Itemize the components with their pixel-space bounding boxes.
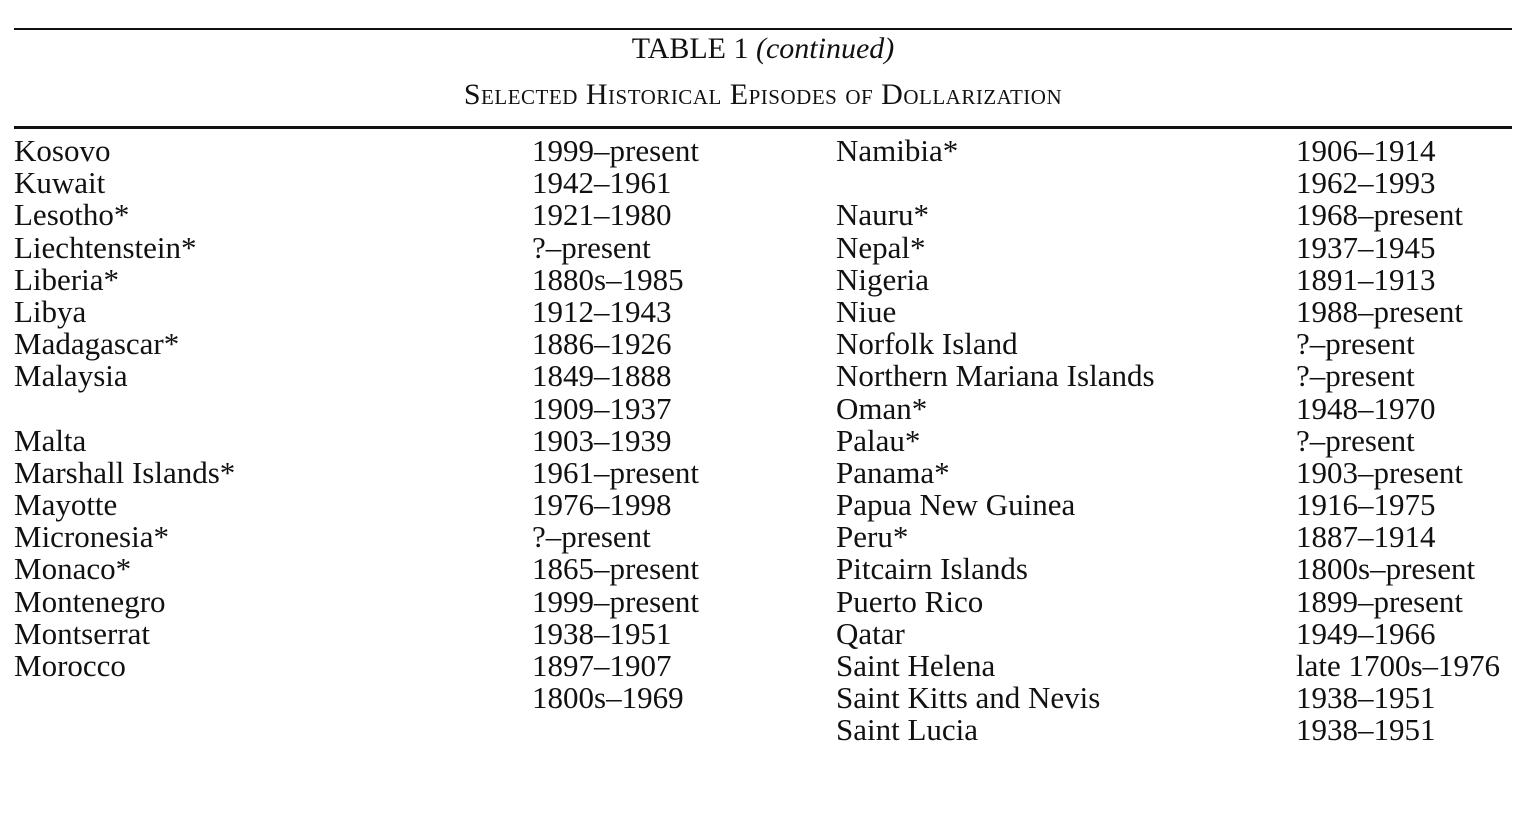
left-period-column	[532, 135, 699, 714]
country-cell: Panama*	[836, 454, 950, 490]
country-cell: Monaco*	[14, 551, 132, 587]
period-cell: 1999–present	[532, 583, 700, 619]
right-period-column	[1296, 135, 1500, 747]
country-cell: Saint Kitts and Nevis	[836, 680, 1101, 716]
period-cell: 1909–1937	[532, 390, 672, 426]
period-cell: 1800s–present	[1296, 551, 1476, 587]
period-cell: 1897–1907	[532, 648, 672, 683]
country-cell: Palau*	[836, 422, 921, 458]
period-cell: 1949–1966	[1296, 615, 1436, 651]
period-cell: 1903–1939	[532, 422, 672, 458]
period-cell: 1976–1998	[532, 487, 672, 523]
period-cell: 1938–1951	[1296, 712, 1436, 748]
country-cell	[14, 682, 235, 714]
period-cell: 1903–present	[1296, 454, 1464, 490]
table-title	[14, 34, 1512, 64]
period-cell: 1912–1943	[532, 293, 672, 329]
country-cell: Micronesia*	[14, 519, 169, 555]
period-cell: 1865–present	[532, 551, 700, 587]
period-cell: ?–present	[532, 229, 651, 265]
period-cell: 1887–1914	[1296, 519, 1436, 555]
country-cell: Kuwait	[14, 165, 106, 201]
period-cell: ?–present	[1296, 358, 1415, 394]
country-cell: Montenegro	[14, 583, 166, 619]
country-cell: Northern Mariana Islands	[836, 358, 1155, 394]
period-cell: 1988–present	[1296, 293, 1464, 329]
country-cell: Puerto Rico	[836, 583, 984, 619]
period-cell: 1962–1993	[1296, 165, 1436, 201]
period-cell: 1938–1951	[532, 615, 672, 651]
period-cell: 1968–present	[1296, 197, 1464, 233]
country-cell: Papua New Guinea	[836, 487, 1076, 523]
period-cell: 1938–1951	[1296, 680, 1436, 716]
period-cell: ?–present	[532, 519, 651, 555]
right-country-column	[836, 135, 1155, 747]
period-cell: 1849–1888	[532, 358, 672, 394]
country-cell: Morocco	[14, 648, 126, 683]
country-cell: Kosovo	[14, 133, 111, 168]
table-number: TABLE 1	[631, 32, 749, 65]
country-cell: Mayotte	[14, 487, 118, 523]
country-cell	[836, 167, 1155, 199]
country-cell: Qatar	[836, 615, 905, 651]
country-cell: Malta	[14, 422, 87, 458]
country-cell: Pitcairn Islands	[836, 551, 1028, 587]
country-cell: Saint Lucia	[836, 712, 979, 748]
country-cell: Nigeria	[836, 261, 929, 297]
country-cell: Malaysia	[14, 358, 128, 394]
header-rule	[14, 126, 1512, 129]
country-cell: Marshall Islands*	[14, 454, 236, 490]
country-cell: Madagascar*	[14, 326, 180, 362]
period-cell: 1800s–1969	[532, 680, 684, 716]
country-cell: Lesotho*	[14, 197, 130, 233]
country-cell: Oman*	[836, 390, 928, 426]
period-cell: 1948–1970	[1296, 390, 1436, 426]
country-cell: Nepal*	[836, 229, 926, 265]
period-cell: 1921–1980	[532, 197, 672, 233]
country-cell: Montserrat	[14, 615, 151, 651]
country-cell: Nauru*	[836, 197, 929, 233]
period-cell: 1880s–1985	[532, 261, 684, 297]
period-cell: 1891–1913	[1296, 261, 1436, 297]
top-rule	[14, 28, 1512, 30]
period-cell: late 1700s–1976	[1296, 648, 1501, 683]
left-country-column	[14, 135, 235, 714]
country-cell: Norfolk Island	[836, 326, 1018, 362]
country-cell: Libya	[14, 293, 87, 329]
period-cell: ?–present	[1296, 422, 1415, 458]
country-cell: Namibia*	[836, 133, 959, 168]
period-cell: 1899–present	[1296, 583, 1464, 619]
table-subtitle: Selected Historical Episodes of Dollarization	[463, 78, 1063, 111]
period-cell: 1906–1914	[1296, 133, 1436, 168]
period-cell: 1916–1975	[1296, 487, 1436, 523]
period-cell: ?–present	[1296, 326, 1415, 362]
country-cell: Niue	[836, 293, 897, 329]
period-cell: 1886–1926	[532, 326, 672, 362]
period-cell: 1937–1945	[1296, 229, 1436, 265]
country-cell: Saint Helena	[836, 648, 996, 683]
country-cell: Liberia*	[14, 261, 120, 297]
period-cell: 1961–present	[532, 454, 700, 490]
country-cell: Peru*	[836, 519, 909, 555]
table-title-note: (continued)	[755, 32, 895, 65]
period-cell: 1942–1961	[532, 165, 672, 201]
period-cell: 1999–present	[532, 133, 700, 168]
country-cell: Liechtenstein*	[14, 229, 197, 265]
country-cell	[14, 393, 235, 425]
